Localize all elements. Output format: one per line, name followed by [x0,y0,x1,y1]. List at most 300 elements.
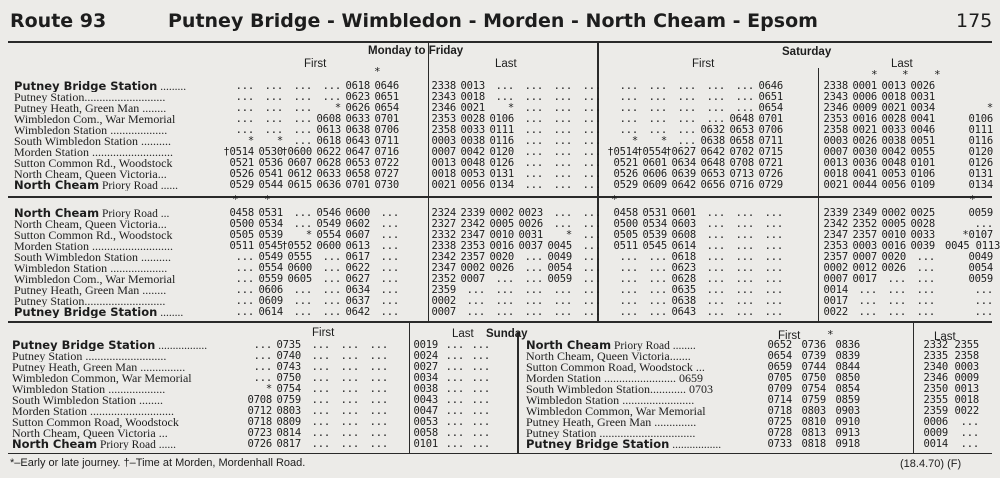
station-leader-dots: ................. [155,340,208,351]
time-cell: 0045 [547,240,572,252]
time-cell: 2352 [431,273,456,285]
time-cell: ... [524,157,543,169]
station-leader-dots: ... [155,428,168,439]
time-cell: ... [311,372,330,384]
time-cell: 0022 [954,405,979,417]
time-cell: 2359 [923,405,948,417]
time-cell: ... [311,394,330,406]
time-cell: 0018 [460,91,485,103]
time-cell: 0718 [767,405,792,417]
station-label: Sutton Common Rd., Woodstock [14,158,173,169]
time-cell: ... [706,218,725,230]
time-cell: 2355 [923,394,948,406]
time-cell: 0026 [881,262,906,274]
time-cell: ... [380,273,399,285]
time-cell: ... [553,295,572,307]
time-cell: ... [706,273,725,285]
time-cell: ... [735,218,754,230]
time-cell: 0633 [345,113,370,125]
station-label: Putney Heath, Green Man [14,103,140,114]
time-cell: ... [648,80,667,92]
station-label: Putney Bridge Station [14,81,158,92]
station-suffix: Priory Road ... [99,208,170,219]
time-cell: 2353 [823,240,848,252]
journey-star: * [902,68,909,81]
time-cell: ... [524,135,543,147]
time-cell: 0839 [835,350,860,362]
time-cell: ... [960,427,979,439]
time-cell: ... [445,438,464,450]
time-cell: ... [974,218,993,230]
time-cell: 0005 [489,218,514,230]
sunday-heading: Sunday [486,328,528,340]
station-leader-dots: ......... [157,81,187,92]
time-cell: 0500 [613,218,638,230]
time-cell: ... [553,157,572,169]
time-cell: 0526 [229,168,254,180]
time-cell: 0539 [642,229,667,241]
time-cell: 0018 [881,91,906,103]
time-cell: 0615 [287,179,312,191]
time-cell: 0009 [923,427,948,439]
time-cell: 0016 [489,240,514,252]
station-name [14,147,228,158]
station-leader-dots: .......... [137,136,171,147]
time-cell: 0607 [345,229,370,241]
time-cell: ... [706,102,725,114]
time-cell: 2353 [460,240,485,252]
station-name [526,406,786,417]
time-cell: ... [322,80,341,92]
time-cell: 2358 [954,350,979,362]
time-cell: 0711 [374,135,399,147]
time-cell: 0534 [258,218,283,230]
time-cell: 0636 [316,179,341,191]
time-cell: 0053 [413,416,438,428]
station-leader-dots: ... [157,219,167,230]
time-cell: 0545 [642,240,667,252]
time-cell: 0716 [374,146,399,158]
route-title: Putney Bridge - Wimbledon - Morden - North Cheam - Epsom [168,10,818,32]
time-cell: ... [311,416,330,428]
time-cell: ... [311,339,330,351]
time-cell: 0618 [671,251,696,263]
time-cell: ... [764,240,783,252]
time-cell: ... [471,339,490,351]
time-cell: 0109 [910,179,935,191]
time-cell: 0529 [229,179,254,191]
time-cell: 0743 [276,361,301,373]
time-cell: ... [648,273,667,285]
time-cell: ... [369,438,388,450]
time-cell: 2357 [823,251,848,263]
time-cell: 0728 [767,427,792,439]
time-cell: 0701 [374,113,399,125]
time-cell: ... [524,102,543,114]
time-cell: 2352 [852,218,877,230]
time-cell: 0054 [968,262,993,274]
time-cell: 2327 [431,218,456,230]
time-cell: 0632 [700,124,725,136]
time-cell: ... [524,80,543,92]
time-cell: 0653 [729,124,754,136]
time-cell: ... [293,135,312,147]
time-cell: 0021 [852,124,877,136]
time-cell: ... [524,146,543,158]
station-label: South Wimbledon Station [12,395,136,406]
time-cell: 0002 [460,262,485,274]
time-cell: ... [735,251,754,263]
time-cell: 0526 [613,168,638,180]
time-cell: 0505 [229,229,254,241]
time-cell: 0646 [758,80,783,92]
time-cell: ... [582,251,601,263]
time-cell: ... [582,91,601,103]
station-label: North Cheam [526,340,612,351]
time-cell: 0618 [316,135,341,147]
time-cell: ... [466,306,485,318]
time-cell: ... [369,416,388,428]
time-cell: 0041 [910,113,935,125]
time-cell: 2355 [954,339,979,351]
time-cell: 0651 [758,91,783,103]
station-name [526,417,786,428]
time-cell: 2349 [852,207,877,219]
time-cell: ... [524,91,543,103]
station-name [526,351,786,362]
station-name [14,219,228,230]
time-cell: 0028 [910,218,935,230]
time-cell: 0106 [489,113,514,125]
time-cell: ... [735,102,754,114]
station-name [14,208,228,219]
time-cell: 0606 [642,168,667,180]
station-leader-dots: ........................... [89,147,173,158]
time-cell: 0725 [767,416,792,428]
time-cell: ... [264,102,283,114]
time-cell: 0018 [431,168,456,180]
time-cell: ... [582,284,601,296]
time-cell: 2357 [852,229,877,241]
time-cell: ... [706,262,725,274]
station-suffix: Priory Road ...... [97,439,176,450]
time-cell: 0126 [968,157,993,169]
station-label: Putney Heath, Green Man [12,362,138,373]
time-cell: 0030 [852,146,877,158]
time-cell: 0818 [801,438,826,450]
section-divider [8,196,992,198]
time-cell: ... [858,284,877,296]
time-cell: ... [380,306,399,318]
time-cell: 0013 [460,80,485,92]
station-label: Putney Heath, Green Man [14,285,140,296]
time-cell: ... [253,361,272,373]
time-cell: ... [524,168,543,180]
station-name [14,296,228,307]
station-label: Wimbledon Com., War Memorial [14,274,176,285]
time-cell: 0602 [345,218,370,230]
time-cell: 0003 [954,361,979,373]
station-leader-dots: ................... [107,125,168,136]
time-cell: ... [648,306,667,318]
time-cell: 0750 [276,372,301,384]
time-cell: ... [380,207,399,219]
time-cell: 0458 [613,207,638,219]
time-cell: ... [445,416,464,428]
time-cell: ... [369,383,388,395]
time-cell: 0803 [276,405,301,417]
time-cell: 0053 [460,168,485,180]
station-name [526,384,786,395]
station-name [14,125,228,136]
time-cell: ... [706,240,725,252]
time-cell: ... [293,113,312,125]
time-cell: 0759 [276,394,301,406]
time-cell: †0600 [281,146,312,158]
time-cell: 0500 [229,218,254,230]
time-cell: ... [916,262,935,274]
time-cell: ... [648,262,667,274]
time-cell: †0514 [223,146,254,158]
time-cell: ... [735,306,754,318]
time-cell: 0836 [835,339,860,351]
time-cell: ... [471,372,490,384]
time-cell: 0539 [258,229,283,241]
time-cell: 2342 [431,251,456,263]
time-cell: ... [369,372,388,384]
time-cell: 0652 [767,339,792,351]
time-cell: * [631,135,638,147]
time-cell: 0002 [431,295,456,307]
station-leader-dots: ... [692,362,705,373]
time-cell [945,92,993,103]
station-name [14,92,228,103]
time-cell: ... [445,361,464,373]
station-label: Wimbledon Common, War Memorial [12,373,192,384]
time-cell: ... [235,113,254,125]
time-cell: ... [322,262,341,274]
time-cell: ... [264,113,283,125]
time-cell: ... [582,306,601,318]
station-name [526,428,786,439]
time-cell: ... [916,251,935,263]
time-cell: 0549 [316,218,341,230]
time-cell: 0058 [413,427,438,439]
station-name [14,180,228,191]
station-label: Sutton Common Rd., Woodstock [14,230,173,241]
time-cell: ... [340,394,359,406]
station-label: North Cheam, Queen Victoria [14,219,158,230]
time-cell: * [565,229,572,241]
time-cell: ... [471,383,490,395]
time-cell: 0759 [801,394,826,406]
time-cell: 2342 [823,218,848,230]
time-cell: ... [764,284,783,296]
page-number: 175 [956,10,993,32]
time-cell: 0609 [258,295,283,307]
time-cell: 0622 [316,146,341,158]
sat-last-heading: Last [891,58,913,70]
time-cell: 0607 [287,157,312,169]
station-name [14,307,228,318]
time-cell: ... [340,416,359,428]
station-name [14,241,228,252]
station-suffix: Priory Road ........ [611,340,696,351]
time-cell: 0003 [431,135,456,147]
station-label: Putney Bridge Station [526,439,670,450]
time-cell: ... [380,229,399,241]
time-cell: 0126 [489,157,514,169]
time-cell: ... [619,262,638,274]
time-cell: 0913 [835,427,860,439]
time-cell: ... [677,113,696,125]
time-cell: 0634 [671,157,696,169]
station-label: North Cheam, Queen Victoria [12,428,156,439]
station-name [526,439,786,450]
station-name [12,384,234,395]
time-cell: ... [677,135,696,147]
time-cell: ... [235,284,254,296]
station-leader-dots: ........ [157,307,184,318]
station-label: Wimbledon Station [14,263,108,274]
time-cell: ... [340,350,359,362]
time-cell: ... [495,295,514,307]
time-cell: 0714 [767,394,792,406]
time-cell: 0648 [700,157,725,169]
time-cell: 0116 [968,135,993,147]
time-cell: 0111 [489,124,514,136]
time-cell: 0554 [258,262,283,274]
time-cell: 0010 [881,229,906,241]
time-cell: 0033 [910,229,935,241]
time-cell: 0047 [413,405,438,417]
time-cell: ... [706,229,725,241]
time-cell: 0016 [881,240,906,252]
station-label: Sutton Common Road, Woodstock [12,417,179,428]
time-cell: ... [264,80,283,92]
time-cell: ... [858,295,877,307]
time-cell: ... [974,295,993,307]
station-name [14,103,228,114]
time-cell: 0918 [835,438,860,450]
station-name [12,406,234,417]
time-cell: ... [916,295,935,307]
time-cell: ... [253,339,272,351]
time-cell: 0007 [431,146,456,158]
time-cell: ... [974,306,993,318]
time-cell: 0730 [374,179,399,191]
time-cell: ... [311,438,330,450]
time-cell: 0025 [910,207,935,219]
time-cell: ... [445,339,464,351]
time-cell: 0723 [247,427,272,439]
time-cell: 0053 [881,168,906,180]
time-cell: 0612 [287,168,312,180]
time-cell: 0111 [968,124,993,136]
journey-star: * [264,193,271,206]
time-cell: ... [582,218,601,230]
time-cell: 0544 [258,179,283,191]
time-cell: ... [380,251,399,263]
station-name [14,136,228,147]
station-name [14,169,228,180]
time-cell: ... [311,427,330,439]
time-cell: 0046 [910,124,935,136]
time-cell: ... [466,284,485,296]
time-cell: ... [235,91,254,103]
time-cell: ... [582,80,601,92]
time-cell: ... [648,102,667,114]
time-cell: 0134 [968,179,993,191]
time-cell: ... [582,295,601,307]
time-cell: 2332 [431,229,456,241]
time-cell: 0012 [852,262,877,274]
time-cell: ... [764,251,783,263]
time-cell: ... [235,80,254,92]
station-label: Sutton Common Road, Woodstock [526,362,693,373]
time-cell: 0116 [489,135,514,147]
time-cell: 0654 [767,350,792,362]
station-label: South Wimbledon Station [14,252,138,263]
time-cell: ... [380,284,399,296]
time-cell: ... [293,207,312,219]
time-cell: ... [582,240,601,252]
time-cell: 0658 [729,135,754,147]
time-cell: 0721 [758,157,783,169]
time-cell: ... [311,350,330,362]
time-cell: 0713 [729,168,754,180]
station-leader-dots: ........................... [82,351,167,362]
time-cell: ... [524,124,543,136]
time-cell: 0059 [968,273,993,285]
station-label: North Cheam, Queen Victoria [14,169,158,180]
time-cell: 0043 [413,394,438,406]
time-cell: 0021 [431,179,456,191]
time-cell: 2347 [460,229,485,241]
time-cell: ... [706,306,725,318]
time-cell: ... [553,218,572,230]
time-cell: ... [887,284,906,296]
time-cell: ... [264,91,283,103]
time-cell: ... [311,405,330,417]
time-cell: 0729 [758,179,783,191]
time-cell: ... [445,427,464,439]
column-divider [517,332,519,453]
time-cell: ... [960,416,979,428]
time-cell: ... [553,80,572,92]
time-cell: ... [553,135,572,147]
time-cell: ... [380,218,399,230]
time-cell: 0134 [489,179,514,191]
station-leader-dots: ................... [105,384,166,395]
time-cell: ... [706,284,725,296]
time-cell: 0626 [345,102,370,114]
time-cell: 0131 [489,168,514,180]
time-cell: ... [706,80,725,92]
station-label: Wimbledon Station [526,395,620,406]
time-cell: 0647 [345,146,370,158]
time-cell: 0614 [671,240,696,252]
time-cell: 0041 [852,168,877,180]
time-cell: 0007 [431,306,456,318]
time-cell: 0643 [671,306,696,318]
time-cell: ... [495,91,514,103]
time-cell: ... [340,438,359,450]
time-cell: 0642 [700,146,725,158]
station-name [14,81,228,92]
time-cell: * [305,229,312,241]
journey-star: * [374,65,381,78]
